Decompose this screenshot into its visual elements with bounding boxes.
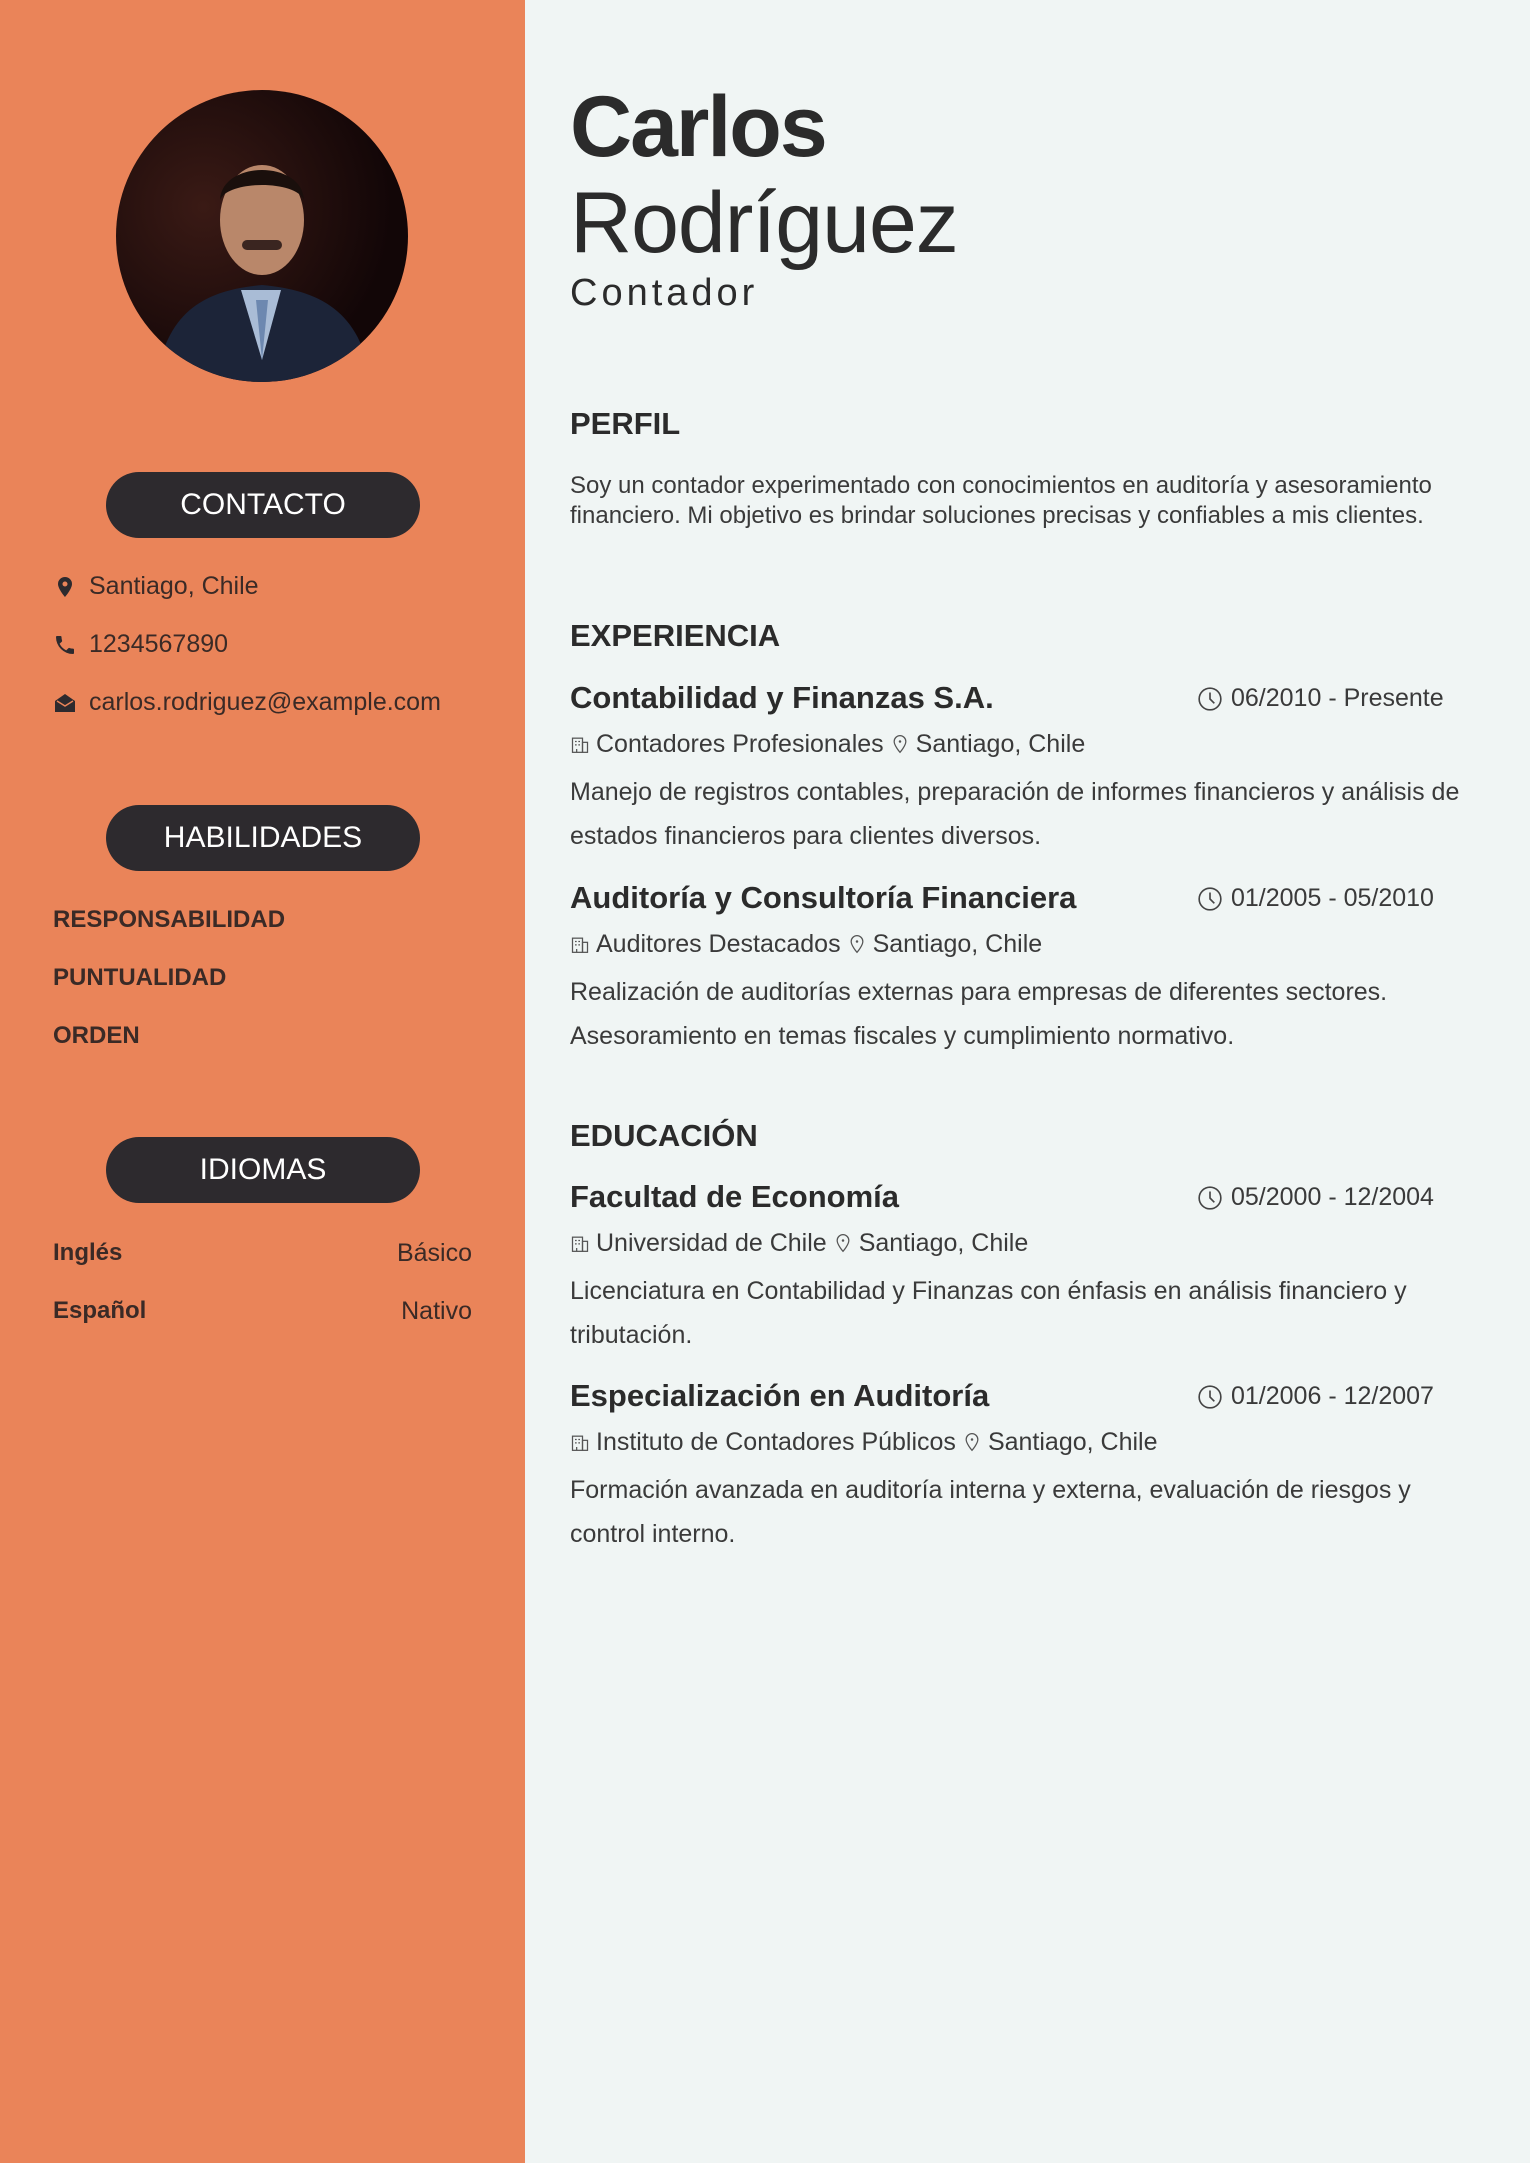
entry-description: Manejo de registros contables, preparación de informes financieros y análisis de estados financieros para clientes diversos.: [570, 778, 1460, 850]
education-entry: [570, 1378, 1490, 1556]
entry-title: Facultad de Economía: [570, 1179, 900, 1214]
entry-location: Santiago, Chile: [915, 729, 1086, 758]
entry-date: [1197, 1382, 1434, 1411]
entry-date-text: 01/2006 - 12/2007: [1231, 1382, 1434, 1410]
location-pin-icon: [847, 934, 867, 954]
last-name: Rodríguez: [570, 175, 958, 271]
entry-date: [1197, 684, 1444, 713]
skill-item: PUNTUALIDAD: [53, 964, 227, 991]
skill-item: RESPONSABILIDAD: [53, 906, 286, 933]
contact-phone-text: 1234567890: [89, 630, 229, 658]
first-name: Carlos: [570, 79, 826, 175]
profile-heading: PERFIL: [570, 406, 681, 441]
entry-description: Formación avanzada en auditoría interna y externa, evaluación de riesgos y control interno.: [570, 1476, 1411, 1548]
skill-item: ORDEN: [53, 1022, 140, 1049]
location-pin-icon: [833, 1233, 853, 1253]
building-icon: [570, 734, 590, 754]
entry-title: Contabilidad y Finanzas S.A.: [570, 680, 994, 715]
experience-entry: [570, 880, 1490, 1058]
location-pin-icon: [962, 1432, 982, 1452]
location-pin-icon: [53, 575, 77, 599]
entry-description: Licenciatura en Contabilidad y Finanzas con énfasis en análisis financiero y tributación.: [570, 1277, 1407, 1349]
entry-title: Especialización en Auditoría: [570, 1378, 990, 1413]
language-row: [53, 1297, 472, 1326]
sidebar: [0, 0, 525, 2163]
language-level: Básico: [396, 1239, 472, 1267]
entry-description: Realización de auditorías externas para empresas de diferentes sectores. Asesoramiento en temas fiscales y cumplimiento normativo.: [570, 978, 1388, 1050]
language-level: Nativo: [401, 1297, 472, 1325]
building-icon: [570, 1432, 590, 1452]
envelope-icon: [53, 691, 77, 715]
entry-meta: [570, 1422, 1490, 1462]
clock-icon: [1197, 886, 1223, 912]
skills-heading: HABILIDADES: [106, 805, 420, 871]
contact-phone: [53, 630, 228, 659]
contact-email-text: carlos.rodriguez@example.com: [89, 688, 441, 716]
entry-organization: Instituto de Contadores Públicos: [596, 1427, 956, 1456]
contact-location: [53, 572, 259, 601]
contact-email: [53, 688, 441, 717]
experience-entry: [570, 680, 1490, 858]
building-icon: [570, 1233, 590, 1253]
languages-heading: IDIOMAS: [106, 1137, 420, 1203]
entry-location: Santiago, Chile: [858, 1228, 1029, 1257]
entry-location: Santiago, Chile: [987, 1427, 1158, 1456]
entry-organization: Contadores Profesionales: [596, 729, 884, 758]
entry-date: [1197, 884, 1434, 913]
contact-heading: CONTACTO: [106, 472, 420, 538]
entry-organization: Auditores Destacados: [596, 929, 841, 958]
entry-meta: [570, 724, 1490, 764]
experience-heading: EXPERIENCIA: [570, 618, 781, 653]
entry-date-text: 05/2000 - 12/2004: [1231, 1183, 1434, 1211]
entry-meta: [570, 1223, 1490, 1263]
entry-date-text: 01/2005 - 05/2010: [1231, 884, 1434, 912]
building-icon: [570, 934, 590, 954]
language-row: [53, 1239, 472, 1268]
location-pin-icon: [890, 734, 910, 754]
language-name: Español: [53, 1297, 147, 1324]
entry-meta: [570, 924, 1490, 964]
clock-icon: [1197, 1384, 1223, 1410]
profile-photo: [116, 90, 408, 382]
education-heading: EDUCACIÓN: [570, 1118, 758, 1153]
clock-icon: [1197, 1185, 1223, 1211]
phone-icon: [53, 633, 77, 657]
contact-location-text: Santiago, Chile: [89, 572, 259, 600]
language-name: Inglés: [53, 1239, 123, 1266]
education-entry: [570, 1179, 1490, 1357]
entry-date-text: 06/2010 - Presente: [1231, 684, 1444, 712]
entry-title: Auditoría y Consultoría Financiera: [570, 880, 1077, 915]
entry-organization: Universidad de Chile: [596, 1228, 827, 1257]
clock-icon: [1197, 686, 1223, 712]
entry-location: Santiago, Chile: [872, 929, 1043, 958]
job-title: Contador: [570, 272, 759, 314]
entry-date: [1197, 1183, 1434, 1212]
profile-text: Soy un contador experimentado con conocimientos en auditoría y asesoramiento financiero. Mi objetivo es brindar soluciones precisas y confiables a mis clientes.: [570, 472, 1432, 529]
